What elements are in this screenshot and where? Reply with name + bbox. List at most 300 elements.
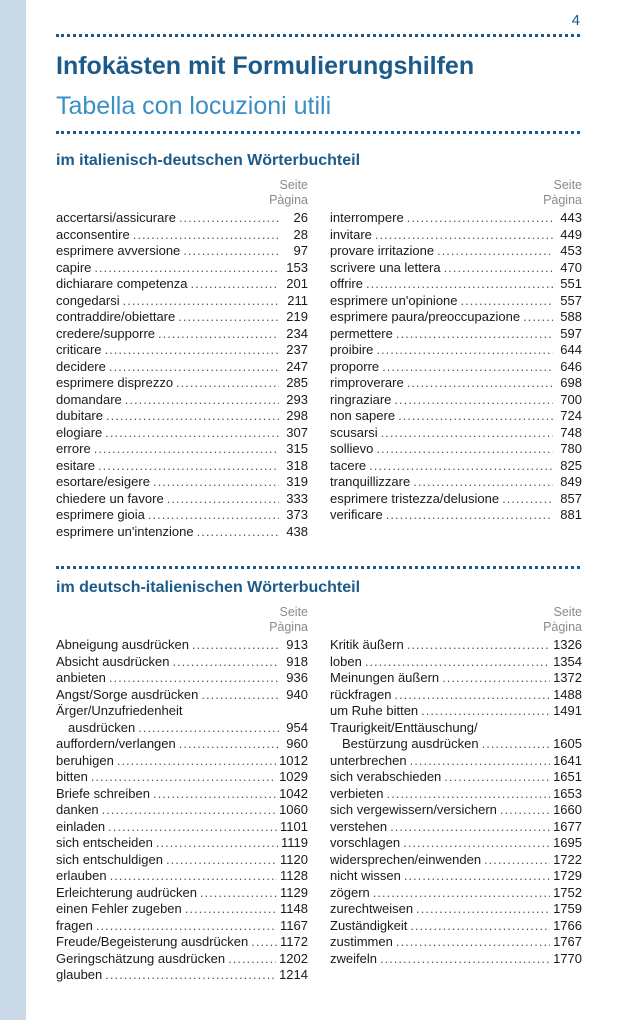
dot-leader [125, 392, 279, 409]
entry-page-number: 234 [286, 325, 308, 341]
dot-leader [117, 753, 276, 770]
dot-leader [442, 670, 550, 687]
dot-leader [91, 769, 276, 786]
section-heading: im deutsch-italienischen Wörterbuchteil [56, 579, 361, 596]
index-entry [56, 703, 308, 720]
index-entry [330, 359, 582, 376]
index-entry [56, 786, 308, 803]
entry-term: zweifeln [330, 950, 377, 966]
index-entry [330, 802, 582, 819]
dot-leader [444, 769, 550, 786]
entry-term: sich vergewissern/versichern [330, 802, 497, 817]
entry-term: auffordern/verlangen [56, 736, 176, 751]
dot-leader [444, 260, 553, 277]
dot-leader [407, 375, 553, 392]
dot-leader [390, 819, 550, 836]
index-entry [56, 408, 308, 425]
entry-page-number: 1148 [280, 901, 308, 916]
entry-page-number: 1372 [553, 670, 582, 685]
dot-leader [153, 474, 279, 491]
dot-leader [228, 951, 276, 968]
dot-leader [148, 507, 279, 524]
entry-page-number: 1488 [553, 686, 582, 702]
dot-leader [156, 835, 278, 852]
entry-term: bitten [56, 769, 88, 784]
entry-term: provare irritazione [330, 243, 435, 258]
entry-page-number: 443 [560, 210, 582, 225]
entry-term: domandare [56, 391, 122, 407]
dot-leader [373, 885, 550, 902]
index-entry [330, 408, 582, 425]
entry-term: um Ruhe bitten [330, 703, 419, 718]
section-german-italian [56, 575, 582, 984]
entry-term: loben [330, 653, 362, 669]
column-header-seite: Seite [279, 178, 308, 192]
entry-term: rimproverare [330, 375, 404, 390]
entry-page-number: 1101 [280, 818, 308, 834]
entry-term: offrire [330, 276, 363, 291]
dot-leader [133, 227, 279, 244]
entry-column-left [56, 178, 308, 540]
entry-term: criticare [56, 342, 102, 357]
index-entry [56, 276, 308, 293]
index-entry [56, 654, 308, 671]
index-entry [330, 786, 582, 803]
entry-term: verificare [330, 507, 383, 522]
entry-page-number: 597 [560, 325, 582, 341]
entry-page-number: 449 [560, 226, 582, 242]
entry-term: dubitare [56, 408, 103, 423]
index-entry [330, 736, 582, 753]
index-entry [330, 901, 582, 918]
entry-term: permettere [330, 325, 393, 341]
index-entry [56, 918, 308, 935]
column-header-pagina: Pàgina [543, 620, 582, 634]
entry-page-number: 1202 [279, 950, 308, 966]
index-entry [56, 474, 308, 491]
index-entry [330, 918, 582, 935]
entry-page-number: 470 [560, 259, 582, 275]
entry-term: unterbrechen [330, 752, 407, 768]
dot-leader [421, 703, 550, 720]
index-entry [330, 375, 582, 392]
dot-leader [416, 901, 550, 918]
dot-leader [105, 967, 276, 984]
entry-page-number: 1752 [553, 884, 582, 900]
entry-term: sich entscheiden [56, 835, 153, 850]
dot-leader [110, 868, 277, 885]
entry-term: invitare [330, 226, 372, 242]
entry-page-number: 1214 [279, 967, 308, 982]
dot-leader [413, 474, 553, 491]
entry-page-number: 1060 [279, 802, 308, 817]
entry-page-number: 849 [560, 474, 582, 489]
entry-page-number: 201 [286, 276, 308, 291]
index-entry [56, 309, 308, 326]
index-entry [330, 934, 582, 951]
index-entry [56, 720, 308, 737]
entry-term: vorschlagen [330, 835, 401, 850]
dot-leader [376, 342, 553, 359]
index-entry [330, 392, 582, 409]
entry-term: dichiarare competenza [56, 276, 188, 291]
entry-page-number: 913 [286, 637, 308, 652]
column-header [330, 605, 582, 637]
section-heading: im italienisch-deutschen Wörterbuchteil [56, 152, 361, 169]
index-entry [56, 868, 308, 885]
entry-term: Kritik äußern [330, 637, 404, 652]
index-entry [56, 210, 308, 227]
index-entry [330, 687, 582, 704]
index-entry [56, 260, 308, 277]
entry-page-number: 285 [286, 375, 308, 390]
index-entry [56, 491, 308, 508]
index-entry [330, 326, 582, 343]
entry-page-number: 1172 [280, 934, 308, 949]
entry-term: verbieten [330, 785, 384, 801]
dotted-divider-top [56, 34, 580, 37]
entry-term: danken [56, 802, 99, 817]
entry-page-number: 557 [560, 292, 582, 308]
dot-leader [461, 293, 553, 310]
entry-page-number: 1729 [553, 868, 582, 883]
entry-page-number: 318 [286, 457, 308, 473]
side-color-strip [0, 0, 26, 1020]
entry-page-number: 551 [560, 276, 582, 291]
index-entry [56, 852, 308, 869]
entry-page-number: 646 [560, 358, 582, 374]
index-entry [330, 293, 582, 310]
entry-page-number: 333 [286, 490, 308, 506]
entry-page-number: 247 [286, 358, 308, 374]
page-number: 4 [571, 12, 580, 29]
index-entry [56, 293, 308, 310]
entry-page-number: 1759 [553, 901, 582, 916]
entry-term: Briefe schreiben [56, 785, 150, 801]
entry-term: Freude/Begeisterung ausdrücken [56, 934, 249, 949]
index-entry [56, 637, 308, 654]
entry-page-number: 588 [560, 309, 582, 324]
index-entry [330, 227, 582, 244]
index-entry [330, 458, 582, 475]
entry-page-number: 1120 [280, 851, 308, 867]
dotted-divider-title [56, 131, 580, 134]
entry-term: einladen [56, 818, 106, 834]
entry-page-number: 918 [286, 653, 308, 669]
dot-leader [153, 786, 276, 803]
entry-page-number: 881 [560, 507, 582, 522]
dot-leader [500, 802, 550, 819]
entry-page-number: 1766 [553, 917, 582, 933]
dot-leader [105, 425, 279, 442]
dot-leader [484, 852, 550, 869]
entry-term: verstehen [330, 818, 388, 834]
entry-term: Meinungen äußern [330, 670, 440, 685]
dot-leader [185, 901, 277, 918]
dotted-divider-section [56, 566, 580, 569]
entry-page-number: 1660 [553, 802, 582, 817]
dot-leader [109, 670, 279, 687]
index-entry [56, 441, 308, 458]
index-entry [330, 243, 582, 260]
entry-term: scusarsi [330, 424, 378, 440]
dot-leader [158, 326, 279, 343]
section-italian-german [56, 148, 582, 540]
index-entry [56, 951, 308, 968]
entry-page-number: 1029 [279, 769, 308, 784]
entry-term: erlauben [56, 868, 107, 883]
entry-term: proibire [330, 342, 374, 357]
entry-term: errore [56, 441, 91, 456]
index-entry [330, 819, 582, 836]
dot-leader [394, 687, 550, 704]
index-entry [330, 703, 582, 720]
dot-leader [502, 491, 553, 508]
dot-leader [192, 637, 279, 654]
index-entry [56, 687, 308, 704]
entry-page-number: 1128 [280, 868, 308, 883]
dot-leader [380, 951, 550, 968]
entry-page-number: 1119 [281, 835, 308, 850]
entry-term: esprimere un'opinione [330, 292, 458, 308]
entry-page-number: 960 [286, 736, 308, 751]
dot-leader [410, 753, 550, 770]
dot-leader [201, 687, 279, 704]
entry-term: esprimere tristezza/delusione [330, 490, 500, 506]
entry-term: zögern [330, 884, 370, 900]
dot-leader [191, 276, 279, 293]
entry-page-number: 1491 [553, 703, 582, 718]
entry-term: non sapere [330, 408, 396, 423]
column-header-pagina: Pàgina [269, 193, 308, 207]
entry-page-number: 298 [286, 408, 308, 423]
entry-term: capire [56, 259, 92, 275]
entry-term: Absicht ausdrücken [56, 653, 170, 669]
entry-page-number: 211 [287, 292, 308, 308]
entry-term: proporre [330, 358, 380, 374]
entry-term: Ärger/Unzufriedenheit [56, 703, 183, 718]
column-header-seite: Seite [553, 178, 582, 192]
dot-leader [396, 934, 550, 951]
index-entry [330, 276, 582, 293]
dot-leader [404, 868, 550, 885]
entry-term: esprimere paura/preoccupazione [330, 309, 521, 324]
entry-term: tranquillizzare [330, 474, 411, 489]
index-entry [330, 654, 582, 671]
entry-page-number: 219 [286, 309, 308, 324]
entry-page-number: 644 [560, 342, 582, 357]
dot-leader [407, 637, 550, 654]
entry-page-number: 293 [286, 391, 308, 407]
dot-leader [365, 654, 550, 671]
entry-page-number: 1695 [553, 835, 582, 850]
entry-page-number: 315 [286, 441, 308, 456]
index-entry [330, 637, 582, 654]
entry-term: Bestürzung ausdrücken [342, 736, 479, 751]
dot-leader [123, 293, 279, 310]
column-header [56, 605, 308, 637]
entry-page-number: 748 [560, 424, 582, 440]
index-entry [56, 934, 308, 951]
index-entry [330, 951, 582, 968]
index-entry [330, 670, 582, 687]
page-title: Infokästen mit Formulierungshilfen [56, 52, 475, 80]
entry-term: sollievo [330, 441, 374, 456]
entry-page-number: 153 [286, 259, 308, 275]
index-entry [56, 507, 308, 524]
index-entry [56, 392, 308, 409]
entry-page-number: 1012 [279, 752, 308, 768]
entry-term: esitare [56, 457, 96, 473]
entry-term: scrivere una lettera [330, 259, 441, 275]
entry-page-number: 1767 [553, 934, 582, 949]
index-entry [56, 736, 308, 753]
dot-leader [394, 392, 553, 409]
dot-leader [398, 408, 553, 425]
dot-leader [437, 243, 553, 260]
dot-leader [251, 934, 277, 951]
entry-term: Angst/Sorge ausdrücken [56, 686, 199, 702]
entry-term: credere/supporre [56, 325, 155, 341]
index-entry [330, 491, 582, 508]
dot-leader [375, 227, 553, 244]
dot-leader [410, 918, 550, 935]
dot-leader [105, 342, 279, 359]
entry-page-number: 307 [286, 424, 308, 440]
entry-term: einen Fehler zugeben [56, 901, 182, 916]
entry-page-number: 453 [560, 243, 582, 258]
dot-leader [197, 524, 279, 541]
entry-term: acconsentire [56, 226, 130, 242]
entry-page-number: 780 [560, 441, 582, 456]
entry-page-number: 936 [286, 670, 308, 685]
index-entry [330, 425, 582, 442]
entry-term: esprimere gioia [56, 507, 145, 522]
dot-leader [109, 359, 279, 376]
dot-leader [523, 309, 553, 326]
index-entry [56, 901, 308, 918]
entry-term: contraddire/obiettare [56, 309, 176, 324]
entry-page-number: 940 [286, 686, 308, 702]
index-entry [56, 802, 308, 819]
index-entry [330, 210, 582, 227]
index-entry [330, 260, 582, 277]
index-entry [56, 967, 308, 984]
dot-leader [396, 326, 553, 343]
entry-term: esprimere un'intenzione [56, 523, 194, 539]
column-header [330, 178, 582, 210]
index-entry [330, 753, 582, 770]
dot-leader [482, 736, 550, 753]
entry-term: Abneigung ausdrücken [56, 637, 189, 652]
entry-term: chiedere un favore [56, 490, 164, 506]
index-entry [56, 524, 308, 541]
dot-leader [179, 736, 279, 753]
entry-page-number: 857 [560, 490, 582, 506]
index-entry [56, 243, 308, 260]
dot-leader [403, 835, 550, 852]
entry-term: zurechtweisen [330, 901, 414, 916]
entry-page-number: 1653 [553, 785, 582, 801]
entry-term: congedarsi [56, 292, 120, 308]
index-entry [56, 375, 308, 392]
dot-leader [376, 441, 553, 458]
entry-page-number: 825 [560, 457, 582, 473]
entry-page-number: 1651 [553, 769, 582, 784]
dot-leader [167, 491, 279, 508]
index-entry [56, 359, 308, 376]
index-entry [56, 425, 308, 442]
index-entry [56, 885, 308, 902]
entry-page-number: 698 [560, 375, 582, 390]
dot-leader [106, 408, 279, 425]
entry-term: elogiare [56, 424, 103, 440]
dot-leader [179, 210, 279, 227]
column-header-seite: Seite [279, 605, 308, 619]
entry-term: sich verabschieden [330, 769, 442, 784]
index-entry [56, 342, 308, 359]
entry-page-number: 1770 [553, 950, 582, 966]
index-entry [330, 507, 582, 524]
index-entry [56, 670, 308, 687]
entry-column-left [56, 605, 308, 984]
index-entry [56, 835, 308, 852]
dot-leader [382, 359, 553, 376]
entry-term: Geringschätzung ausdrücken [56, 950, 226, 966]
column-header [56, 178, 308, 210]
entry-term: ringraziare [330, 391, 392, 407]
dot-leader [178, 309, 279, 326]
dot-leader [183, 243, 279, 260]
dot-leader [200, 885, 277, 902]
index-entry [56, 769, 308, 786]
entry-term: nicht wissen [330, 868, 401, 883]
entry-page-number: 1354 [553, 653, 582, 669]
dot-leader [166, 852, 277, 869]
entry-term: anbieten [56, 670, 106, 685]
index-entry [330, 769, 582, 786]
entry-term: Traurigkeit/Enttäuschung/ [330, 719, 478, 735]
dot-leader [102, 802, 276, 819]
entry-page-number: 1129 [280, 884, 308, 900]
dot-leader [108, 819, 277, 836]
entry-term: ausdrücken [68, 719, 136, 735]
entry-page-number: 26 [293, 210, 308, 225]
entry-page-number: 237 [286, 342, 308, 357]
dot-leader [386, 507, 553, 524]
entry-term: esortare/esigere [56, 474, 150, 489]
index-entry [330, 474, 582, 491]
entry-term: tacere [330, 457, 367, 473]
entry-term: rückfragen [330, 686, 392, 702]
dot-leader [94, 441, 279, 458]
column-header-seite: Seite [553, 605, 582, 619]
entry-page-number: 1042 [279, 785, 308, 801]
entry-page-number: 954 [286, 719, 308, 735]
index-entry [330, 852, 582, 869]
index-entry [56, 819, 308, 836]
column-header-pagina: Pàgina [543, 193, 582, 207]
entry-term: widersprechen/einwenden [330, 851, 482, 867]
entry-term: Erleichterung audrücken [56, 884, 197, 900]
entry-term: Zuständigkeit [330, 917, 408, 933]
entry-page-number: 1641 [553, 752, 582, 768]
index-entry [330, 309, 582, 326]
index-entry [56, 458, 308, 475]
dot-leader [386, 786, 550, 803]
dot-leader [381, 425, 553, 442]
dot-leader [96, 918, 277, 935]
